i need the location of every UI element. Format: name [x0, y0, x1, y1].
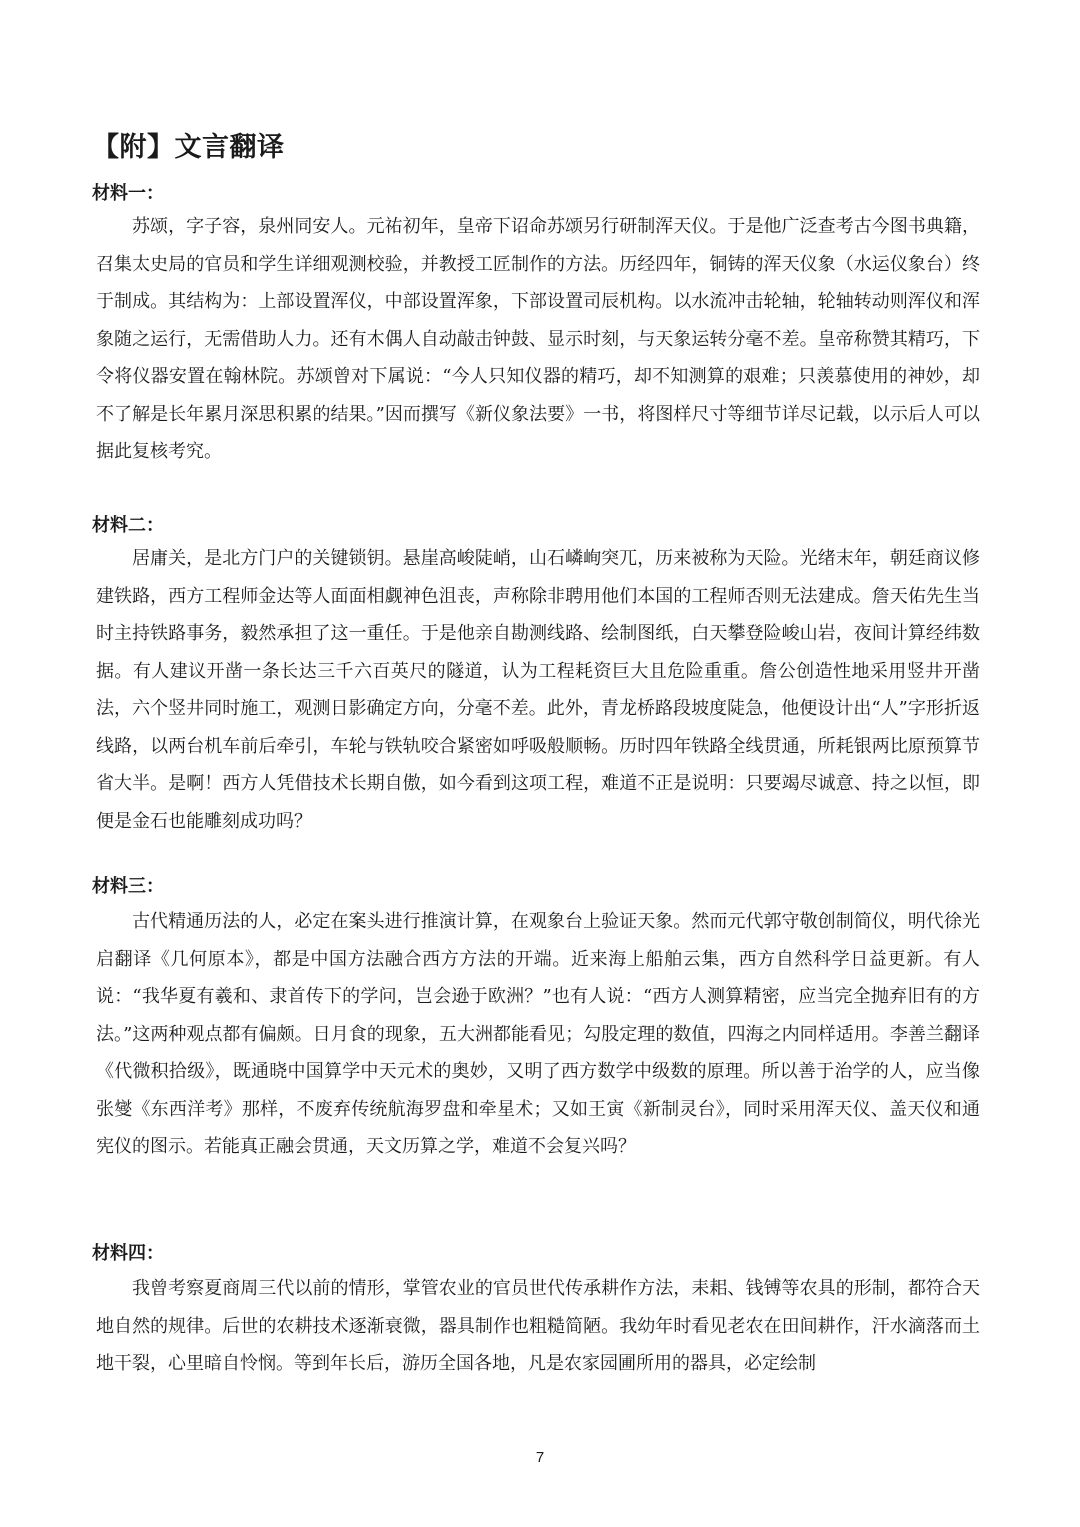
section-text-1: 苏颂，字子容，泉州同安人。元祐初年，皇帝下诏命苏颂另行研制浑天仪。于是他广泛查考古今图书典籍，召集太史局的官员和学生详细观测校验，并教授工匠制作的方法。历经四年，铜铸的浑天仪象（水运仪象台）终于制成。其结构为：上部设置浑仪，中部设置浑象，下部设置司辰机构。以水流冲击轮轴，轮轴转动则浑仪和浑象随之运行，无需借助人力。还有木偶人自动敲击钟鼓、显示时刻，与天象运转分毫不差。皇帝称赞其精巧，下令将仪器安置在翰林院。苏颂曾对下属说：“今人只知仪器的精巧，却不知测算的艰难；只羡慕使用的神妙，却不了解是长年累月深思积累的结果。”因而撰写《新仪象法要》一书，将图样尺寸等细节详尽记载，以示后人可以据此复核考究。: [96, 216, 980, 462]
section-label-2: 材料二：: [92, 515, 164, 536]
page-number: 7: [535, 1449, 545, 1466]
section-label-3: 材料三：: [92, 876, 164, 897]
section-text-3: 古代精通历法的人，必定在案头进行推演计算，在观象台上验证天象。然而元代郭守敬创制简仪，明代徐光启翻译《几何原本》，都是中国方法融合西方方法的开端。近来海上船舶云集，西方自然科学日益更新。有人说：“我华夏有羲和、隶首传下的学问，岂会逊于欧洲？”也有人说：“西方人测算精密，应当完全抛弃旧有的方法。”这两种观点都有偏颇。日月食的现象，五大洲都能看见；勾股定理的数值，四海之内同样适用。李善兰翻译《代微积拾级》，既通晓中国算学中天元术的奥妙，又明了西方数学中级数的原理。所以善于治学的人，应当像张燮《东西洋考》那样，不废弃传统航海罗盘和牵星术；又如王寅《新制灵台》，同时采用浑天仪、盖天仪和通宪仪的图示。若能真正融会贯通，天文历算之学，难道不会复兴吗？: [96, 911, 980, 1157]
section-label-1: 材料一：: [92, 183, 164, 204]
section-label-4: 材料四：: [92, 1243, 164, 1264]
section-text-2: 居庸关，是北方门户的关键锁钥。悬崖高峻陡峭，山石嶙峋突兀，历来被称为天险。光绪末年，朝廷商议修建铁路，西方工程师金达等人面面相觑神色沮丧，声称除非聘用他们本国的工程师否则无法建成。詹天佑先生当时主持铁路事务，毅然承担了这一重任。于是他亲自勘测线路、绘制图纸，白天攀登险峻山岩，夜间计算经纬数据。有人建议开凿一条长达三千六百英尺的隧道，认为工程耗资巨大且危险重重。詹公创造性地采用竖井开凿法，六个竖井同时施工，观测日影确定方向，分毫不差。此外，青龙桥路段坡度陡急，他便设计出“人”字形折返线路，以两台机车前后牵引，车轮与铁轨咬合紧密如呼吸般顺畅。历时四年铁路全线贯通，所耗银两比原预算节省大半。是啊！西方人凭借技术长期自傲，如今看到这项工程，难道不正是说明：只要竭尽诚意、持之以恒，即便是金石也能雕刻成功吗？: [96, 548, 980, 832]
document-title: 【附】文言翻译: [92, 132, 285, 163]
section-text-4: 我曾考察夏商周三代以前的情形，掌管农业的官员世代传承耕作方法，耒耜、钱镈等农具的形制，都符合天地自然的规律。后世的农耕技术逐渐衰微，器具制作也粗糙简陋。我幼年时看见老农在田间耕作，汗水滴落而土地干裂，心里暗自怜悯。等到年长后，游历全国各地，凡是农家园圃所用的器具，必定绘制: [96, 1278, 980, 1374]
